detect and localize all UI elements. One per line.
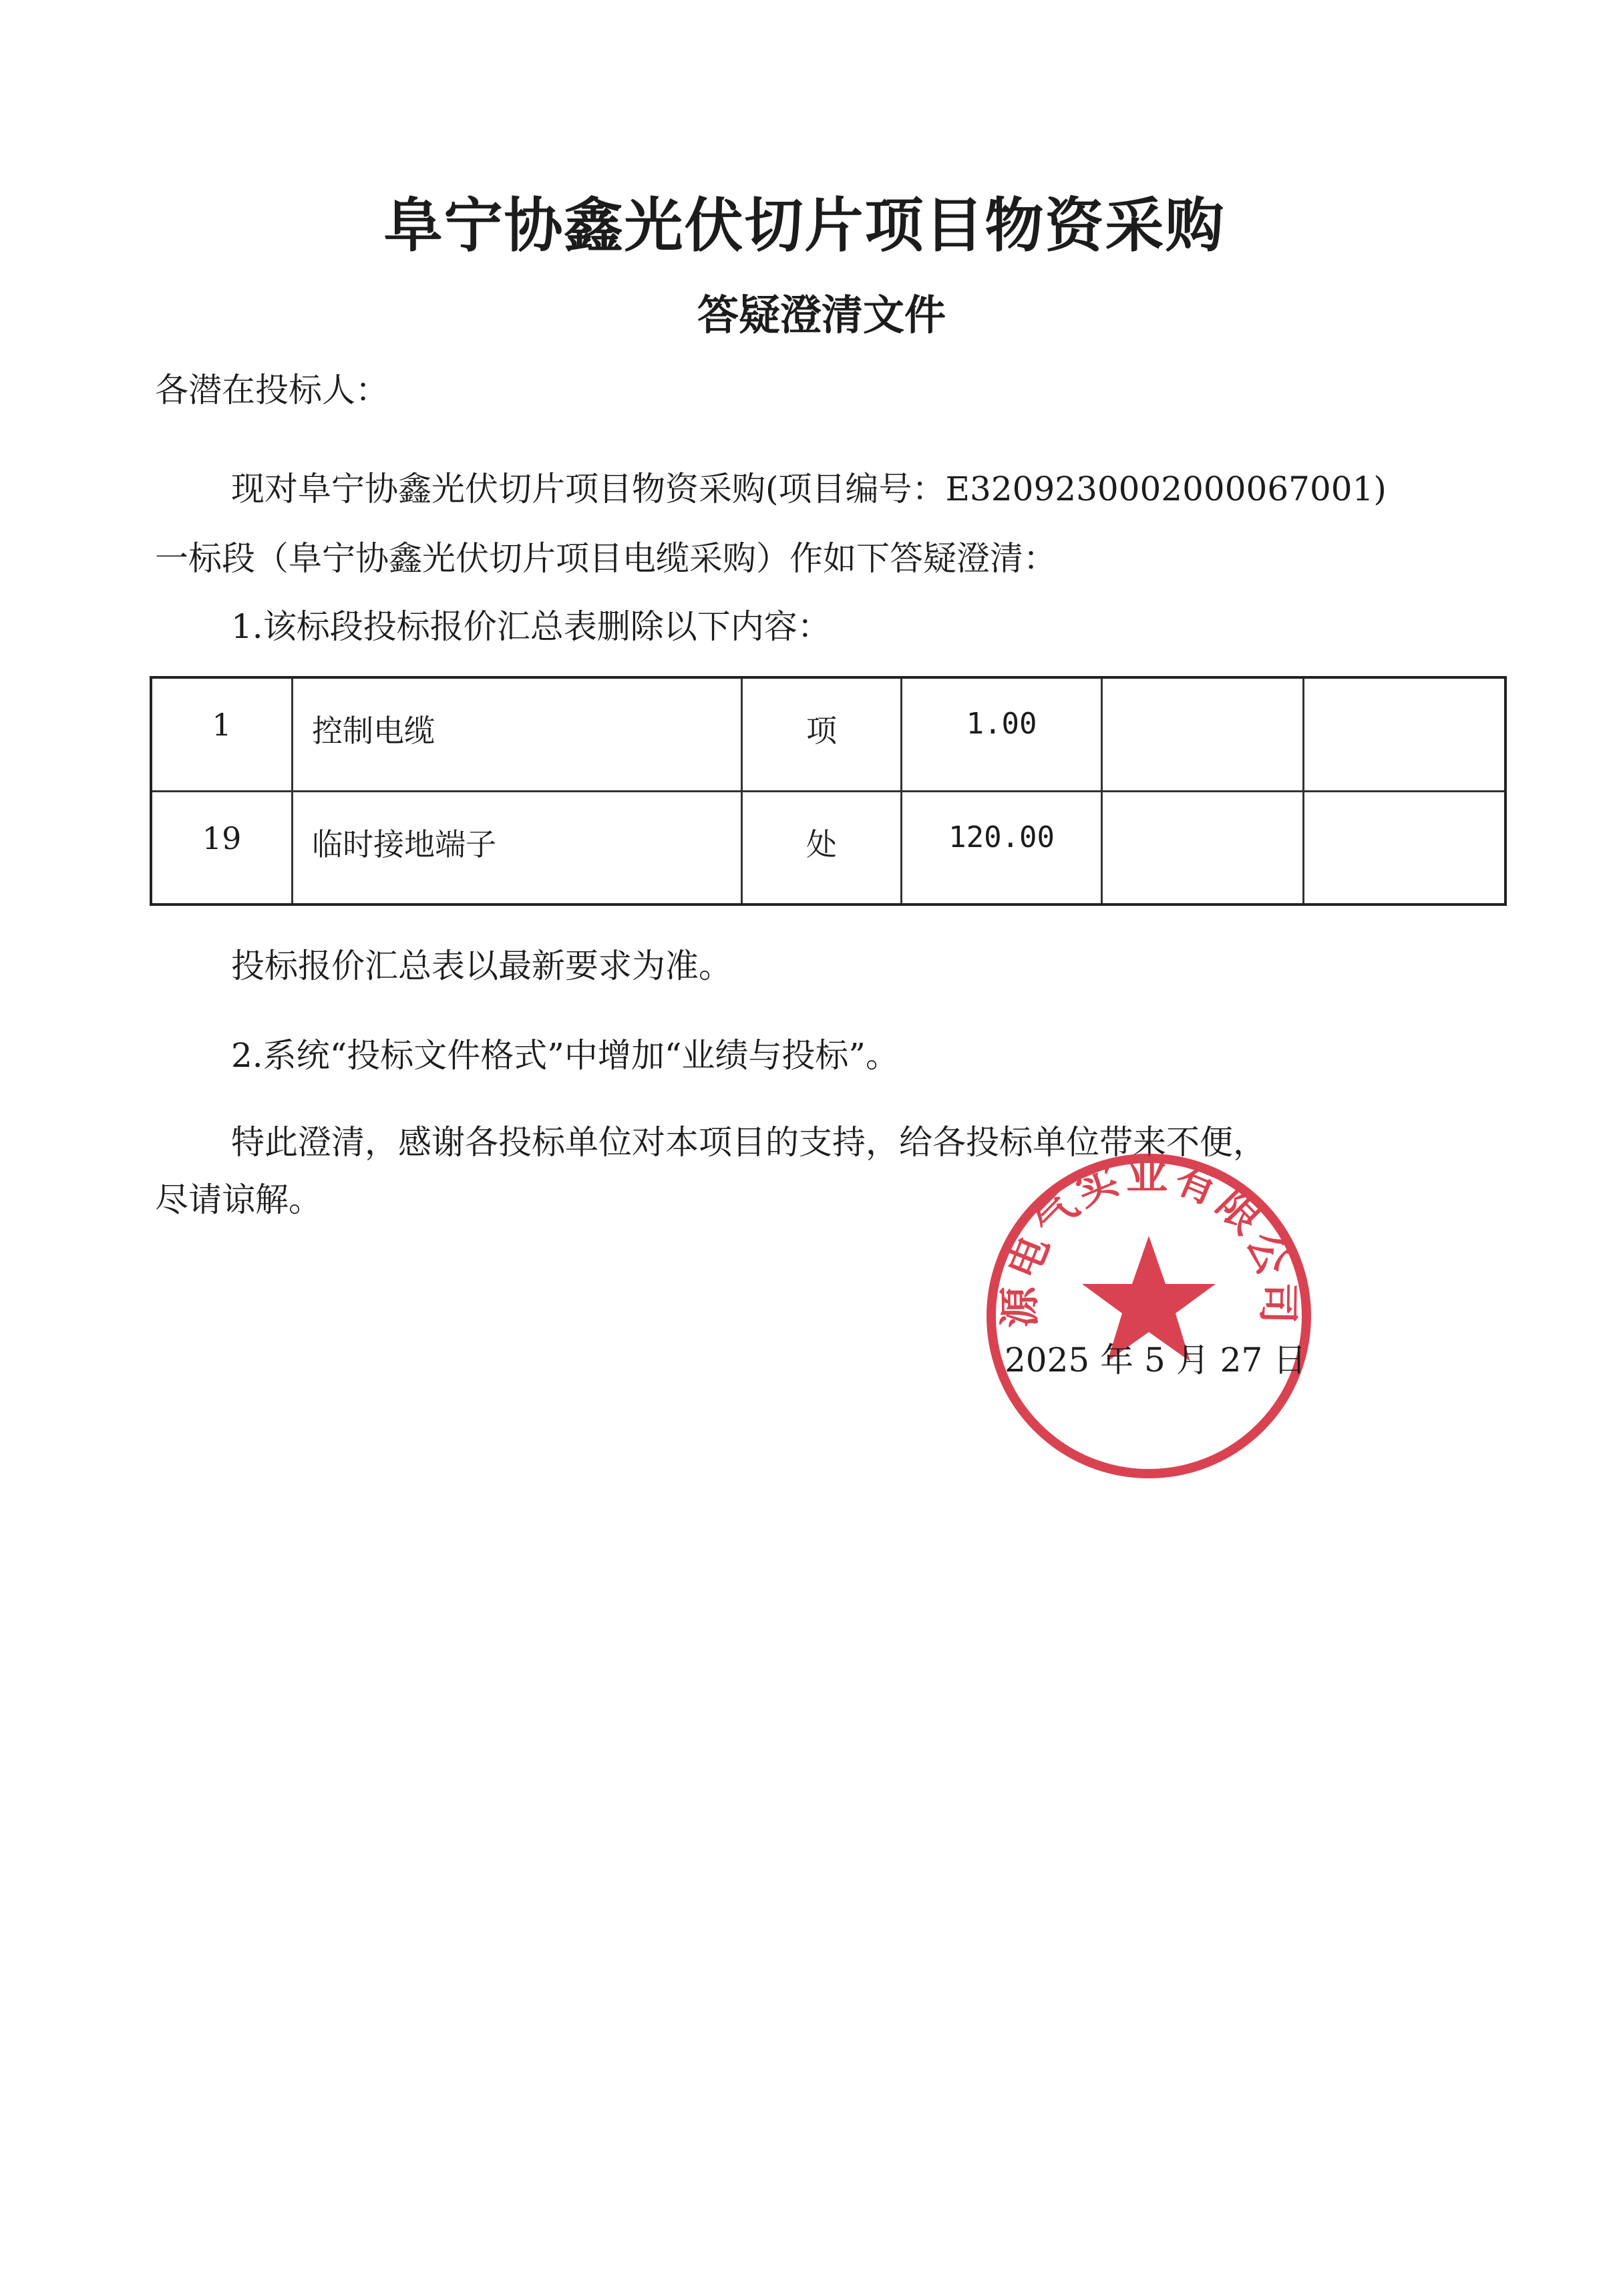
row-number: 1 <box>151 677 293 791</box>
seal-text: 源电气实业有限公司 <box>995 1150 1303 1329</box>
issue-date: 2025 年 5 月 27 日 <box>1005 1341 1307 1379</box>
greeting: 各潜在投标人： <box>155 371 389 409</box>
intro-line-1: 现对阜宁协鑫光伏切片项目物资采购(项目编号：E3209230002000067001) <box>231 470 1387 508</box>
closing-line-1: 特此澄清，感谢各投标单位对本项目的支持，给各投标单位带来不便， <box>231 1123 1266 1162</box>
table-row <box>151 677 1505 791</box>
deleted-items-table <box>150 676 1507 906</box>
row-number: 19 <box>151 791 293 905</box>
intro-line-2: 一标段（阜宁协鑫光伏切片项目电缆采购）作如下答疑澄清： <box>155 539 1057 578</box>
item-quantity: 1.00 <box>902 677 1102 791</box>
document-title: 阜宁协鑫光伏切片项目物资采购 <box>383 191 1226 260</box>
item-quantity: 120.00 <box>902 791 1102 905</box>
empty-cell <box>1304 791 1505 905</box>
empty-cell <box>1101 791 1303 905</box>
item-unit: 项 <box>741 677 902 791</box>
after-table-note: 投标报价汇总表以最新要求为准。 <box>231 947 732 985</box>
item-unit: 处 <box>741 791 902 905</box>
closing-line-2: 尽请谅解。 <box>155 1180 322 1219</box>
table-row <box>151 791 1505 905</box>
company-seal <box>975 1142 1322 1490</box>
clarification-item-1: 1.该标段投标报价汇总表删除以下内容： <box>231 607 831 646</box>
item-name: 控制电缆 <box>293 677 742 791</box>
item-name: 临时接地端子 <box>293 791 742 905</box>
empty-cell <box>1304 677 1505 791</box>
document-subtitle: 答疑澄清文件 <box>697 291 946 339</box>
empty-cell <box>1101 677 1303 791</box>
clarification-item-2: 2.系统“投标文件格式”中增加“业绩与投标”。 <box>231 1036 899 1075</box>
